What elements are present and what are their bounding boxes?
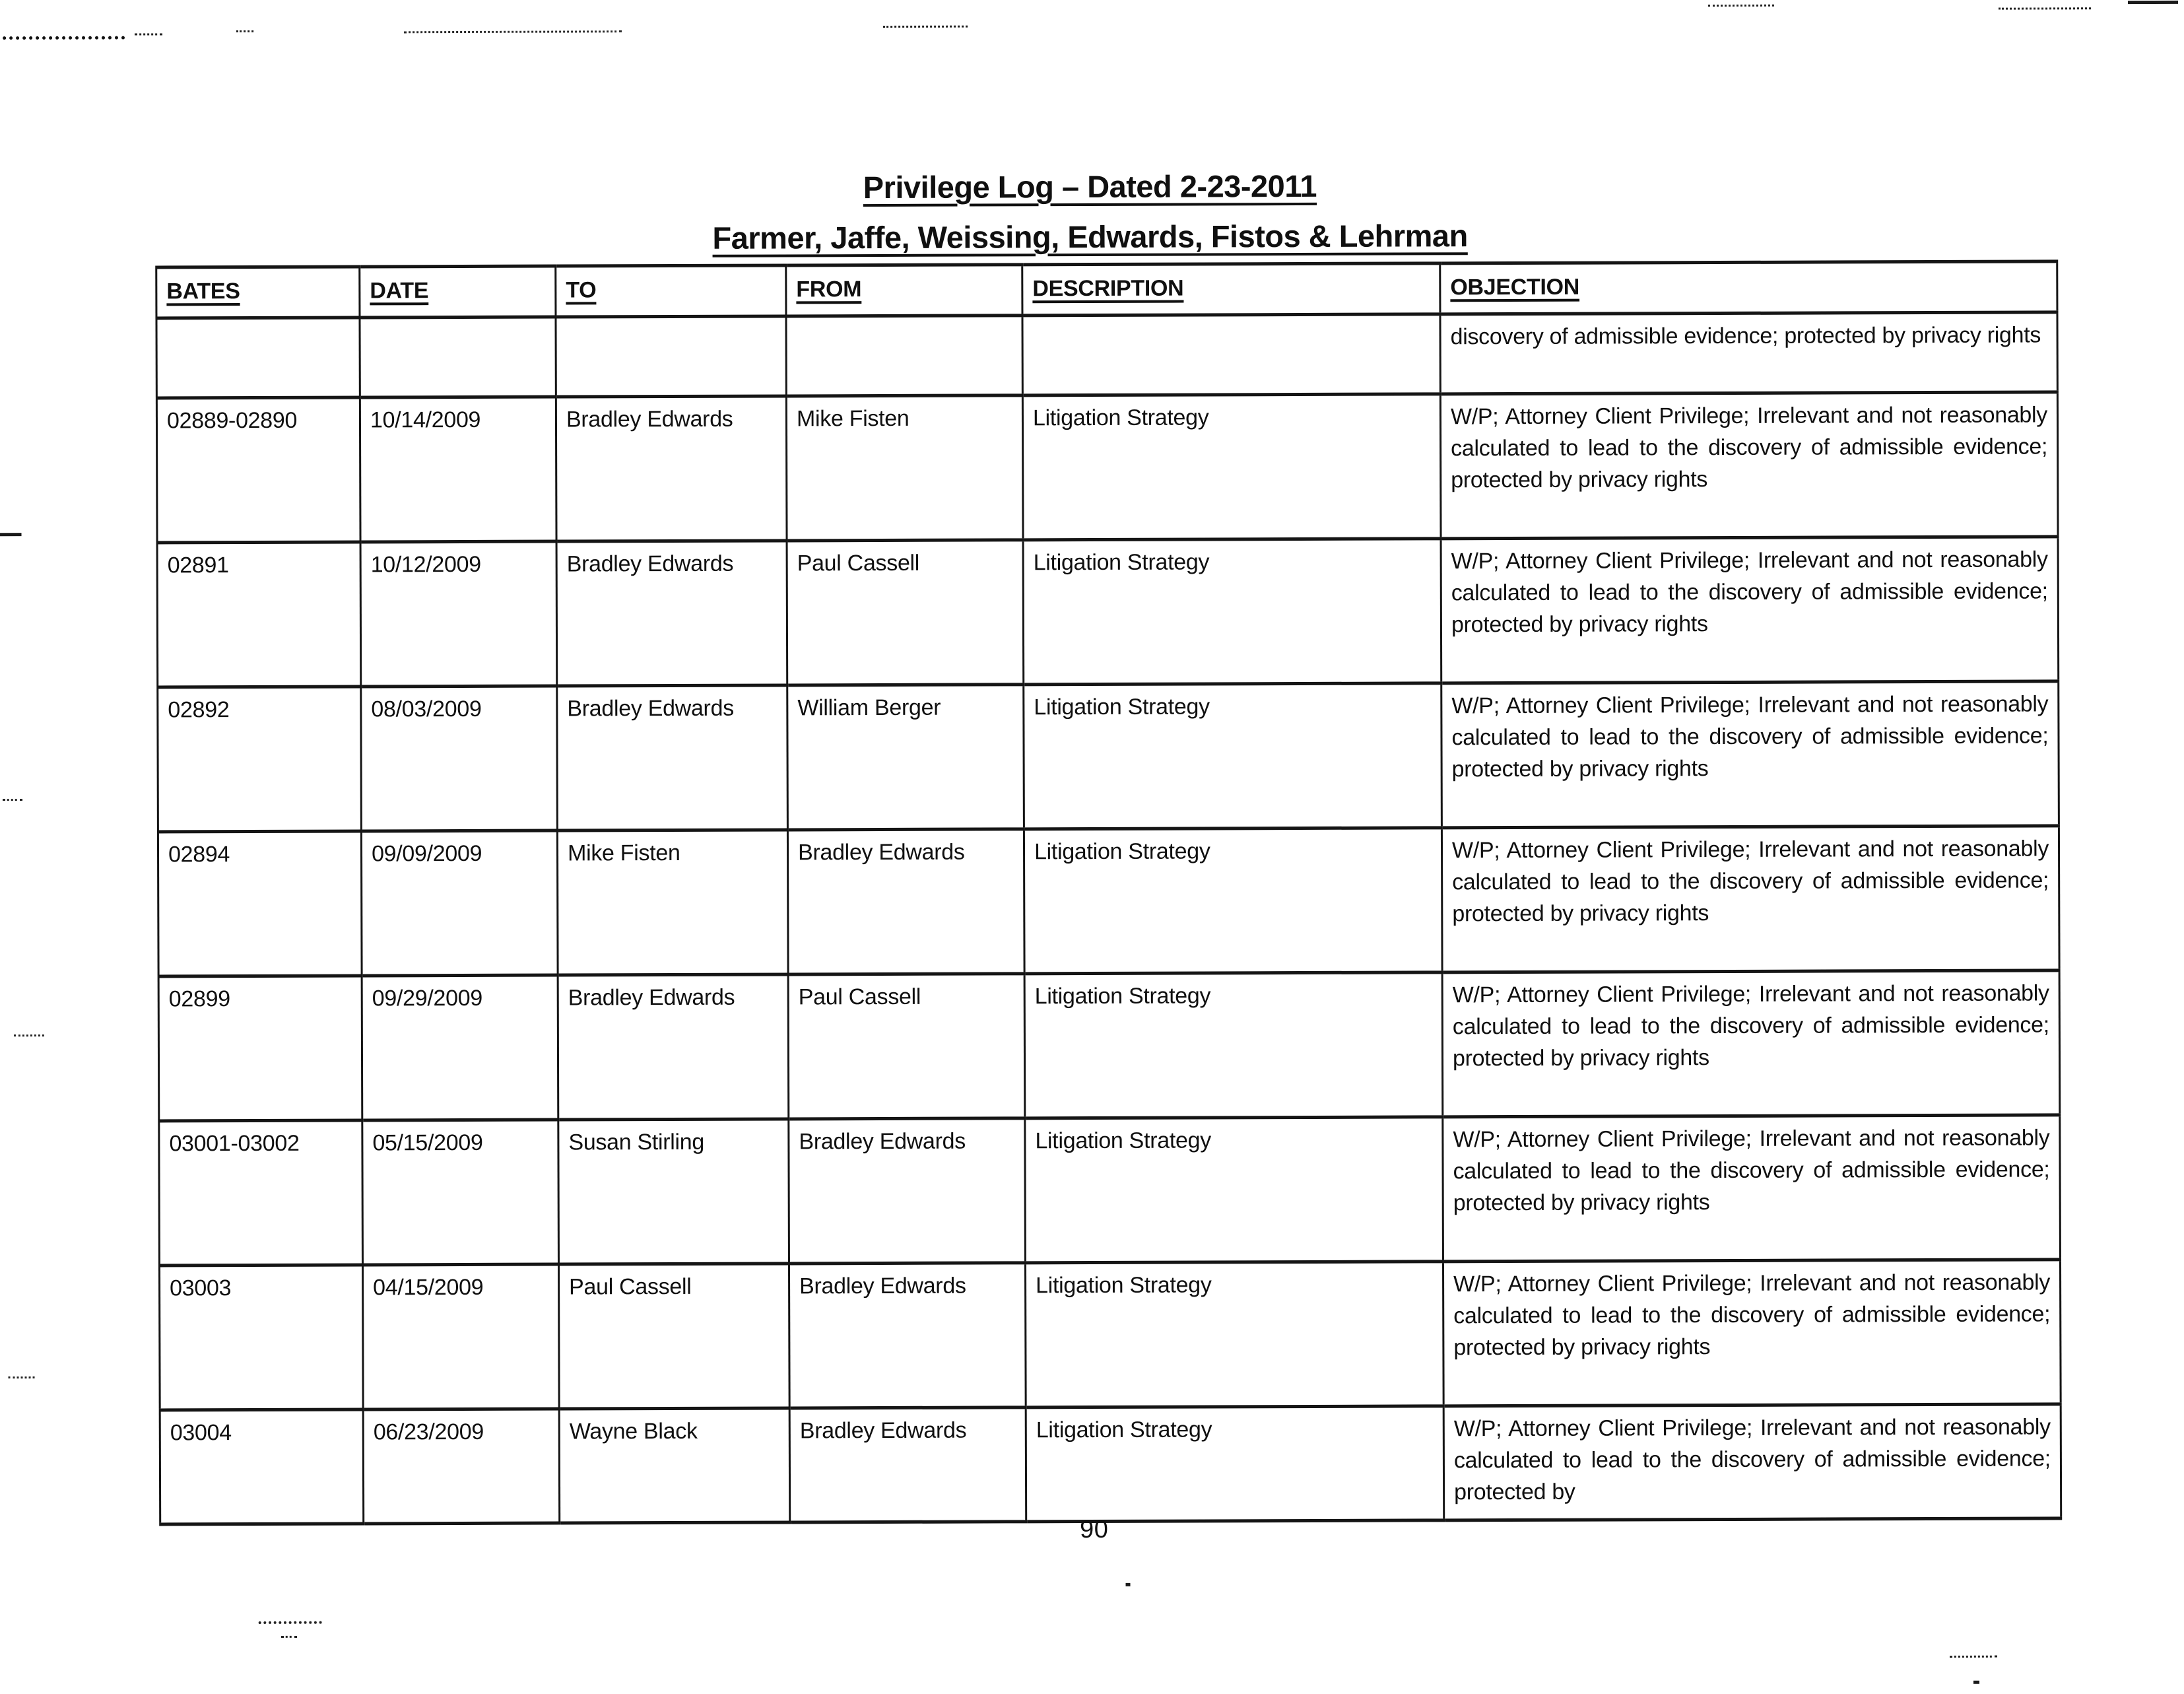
cell-description: Litigation Strategy bbox=[1025, 1262, 1443, 1407]
cell-bates bbox=[156, 318, 360, 398]
cell-description: Litigation Strategy bbox=[1024, 828, 1442, 974]
cell-date: 04/15/2009 bbox=[362, 1264, 559, 1409]
cell-objection: W/P; Attorney Client Privilege; Irrelevant and not reasonably calculated to lead to the discovery of admissible evidence; protected by privacy rights bbox=[1441, 537, 2059, 683]
document-title: Privilege Log – Dated 2-23-2011 bbox=[863, 168, 1317, 205]
cell-from: Paul Cassell bbox=[787, 540, 1024, 685]
cell-objection: W/P; Attorney Client Privilege; Irrelevant and not reasonably calculated to lead to the discovery of admissible evidence; protected by privacy rights bbox=[1443, 1115, 2061, 1262]
table-row bbox=[157, 537, 2059, 687]
table-row bbox=[158, 826, 2059, 976]
table-row bbox=[160, 1404, 2061, 1524]
cell-bates: 02889-02890 bbox=[156, 397, 360, 543]
scan-artifact bbox=[1999, 7, 2091, 9]
cell-date: 08/03/2009 bbox=[361, 686, 558, 831]
cell-date: 10/12/2009 bbox=[360, 541, 557, 687]
cell-from: Bradley Edwards bbox=[787, 829, 1024, 974]
scan-artifact bbox=[2128, 1, 2178, 4]
cell-from bbox=[786, 316, 1022, 396]
cell-description: Litigation Strategy bbox=[1024, 683, 1442, 829]
cell-bates: 02899 bbox=[158, 976, 362, 1121]
scan-artifact bbox=[1973, 1681, 1979, 1684]
document-subtitle: Farmer, Jaffe, Weissing, Edwards, Fistos & Lehrman bbox=[712, 218, 1468, 255]
table-row bbox=[159, 1115, 2061, 1266]
cell-to: Bradley Edwards bbox=[556, 541, 787, 686]
scan-artifact bbox=[3, 36, 125, 40]
header-row bbox=[156, 261, 2057, 318]
cell-date bbox=[360, 317, 556, 397]
scan-artifact bbox=[14, 1034, 44, 1036]
cell-to: Bradley Edwards bbox=[557, 685, 788, 830]
cell-to bbox=[556, 316, 786, 397]
table-row bbox=[158, 681, 2059, 832]
cell-description: Litigation Strategy bbox=[1024, 972, 1443, 1118]
column-header-objection: OBJECTION bbox=[1440, 261, 2057, 314]
column-header-description: DESCRIPTION bbox=[1022, 263, 1440, 316]
cell-objection: W/P; Attorney Client Privilege; Irrelevant and not reasonably calculated to lead to the discovery of admissible evidence; protected by privacy rights bbox=[1443, 1260, 2061, 1406]
cell-to: Bradley Edwards bbox=[556, 396, 787, 541]
cell-bates: 02891 bbox=[157, 542, 361, 687]
cell-bates: 03003 bbox=[159, 1265, 363, 1410]
cell-objection: W/P; Attorney Client Privilege; Irrelevant and not reasonably calculated to lead to the discovery of admissible evidence; protected by privacy rights bbox=[1440, 392, 2058, 539]
cell-objection: W/P; Attorney Client Privilege; Irrelevant and not reasonably calculated to lead to the discovery of admissible evidence; protected by privacy rights bbox=[1442, 970, 2060, 1117]
cell-bates: 03001-03002 bbox=[159, 1120, 363, 1266]
cell-bates: 02892 bbox=[158, 687, 362, 832]
scan-artifact bbox=[259, 1621, 322, 1624]
title-block bbox=[0, 160, 2182, 263]
scan-artifact bbox=[1950, 1656, 1997, 1658]
scan-artifact bbox=[9, 1376, 35, 1378]
privilege-log-table bbox=[155, 259, 2062, 1526]
scan-artifact bbox=[1708, 5, 1774, 7]
cell-to: Susan Stirling bbox=[558, 1119, 789, 1264]
cell-description bbox=[1022, 314, 1440, 395]
scan-artifact bbox=[3, 799, 22, 801]
cell-from: Bradley Edwards bbox=[789, 1118, 1026, 1264]
cell-from: Bradley Edwards bbox=[789, 1407, 1026, 1522]
cell-from: Bradley Edwards bbox=[789, 1263, 1026, 1408]
column-header-date: DATE bbox=[360, 266, 556, 318]
cell-to: Mike Fisten bbox=[557, 830, 788, 975]
scan-artifact bbox=[281, 1636, 297, 1638]
scan-artifact bbox=[883, 26, 968, 28]
table-row bbox=[158, 970, 2060, 1121]
scan-artifact bbox=[236, 30, 253, 32]
scan-artifact bbox=[0, 533, 22, 536]
cell-date: 06/23/2009 bbox=[363, 1409, 560, 1524]
cell-date: 09/09/2009 bbox=[361, 830, 558, 976]
cell-bates: 02894 bbox=[158, 831, 362, 976]
column-header-from: FROM bbox=[786, 265, 1022, 316]
column-header-to: TO bbox=[556, 265, 786, 317]
cell-objection: W/P; Attorney Client Privilege; Irrelevant and not reasonably calculated to lead to the discovery of admissible evidence; protected by privacy rights bbox=[1441, 826, 2059, 972]
cell-date: 09/29/2009 bbox=[362, 975, 558, 1120]
table-row bbox=[159, 1260, 2061, 1410]
scan-artifact bbox=[404, 30, 622, 33]
scan-artifact bbox=[1126, 1583, 1131, 1586]
cell-description: Litigation Strategy bbox=[1026, 1406, 1444, 1522]
table-row-carryover bbox=[156, 312, 2057, 398]
cell-description: Litigation Strategy bbox=[1025, 1117, 1443, 1263]
cell-objection: W/P; Attorney Client Privilege; Irrelevant and not reasonably calculated to lead to the discovery of admissible evidence; protected by bbox=[1443, 1404, 2061, 1520]
page-number: 90 bbox=[1080, 1515, 1109, 1544]
cell-description: Litigation Strategy bbox=[1022, 394, 1441, 540]
table-row bbox=[156, 392, 2058, 543]
scan-artifact bbox=[135, 33, 162, 35]
cell-description: Litigation Strategy bbox=[1023, 539, 1441, 685]
cell-objection: W/P; Attorney Client Privilege; Irrelevant and not reasonably calculated to lead to the discovery of admissible evidence; protected by privacy rights bbox=[1441, 681, 2059, 828]
cell-from: Paul Cassell bbox=[788, 974, 1025, 1119]
cell-to: Wayne Black bbox=[559, 1408, 790, 1523]
cell-date: 05/15/2009 bbox=[362, 1120, 559, 1265]
cell-date: 10/14/2009 bbox=[360, 397, 556, 542]
cell-from: Mike Fisten bbox=[786, 395, 1023, 541]
cell-to: Paul Cassell bbox=[558, 1264, 789, 1409]
cell-from: William Berger bbox=[787, 685, 1024, 830]
cell-to: Bradley Edwards bbox=[558, 974, 789, 1120]
column-header-bates: BATES bbox=[156, 267, 360, 318]
cell-bates: 03004 bbox=[160, 1409, 364, 1524]
cell-objection: discovery of admissible evidence; protected by privacy rights bbox=[1440, 312, 2057, 394]
